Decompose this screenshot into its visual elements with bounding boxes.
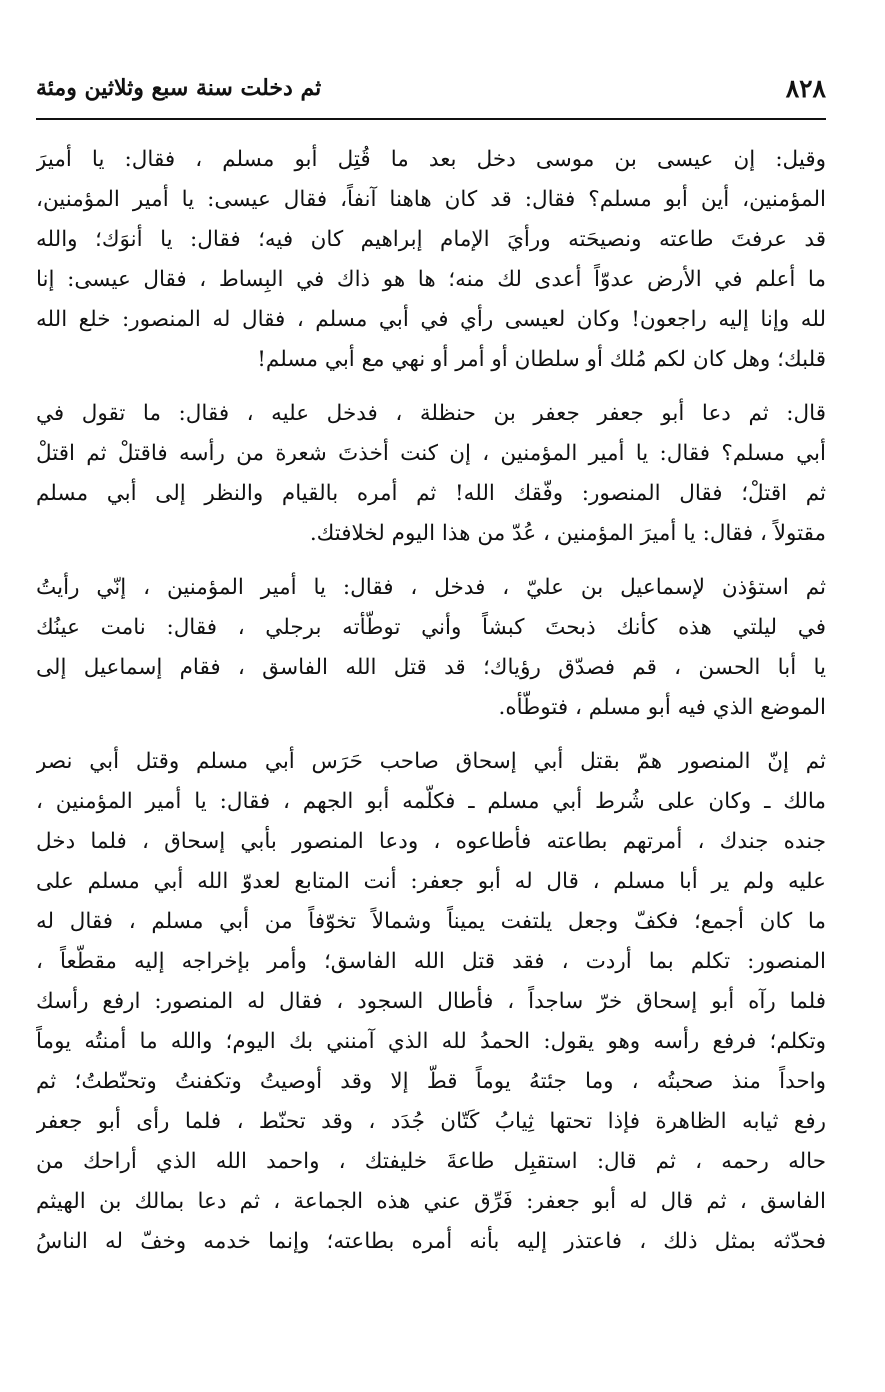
text-line: فلما رآه أبو إسحاق خرّ ساجداً ، فأطال السجود ، فقال له المنصور: ارفع رأسك — [36, 989, 826, 1014]
page-header — [36, 68, 826, 108]
text-line: قال: ثم دعا أبو جعفر جعفر بن حنظلة ، فدخل عليه ، فقال: ما تقول في — [36, 401, 826, 426]
running-title: ثم دخلت سنة سبع وثلاثين ومئة — [36, 75, 322, 101]
text-line: لله وإنا إليه راجعون! وكان لعيسى رأي في أبي مسلم ، فقال له المنصور: خلع الله — [36, 307, 826, 332]
text-line: رفع ثيابه الظاهرة فإذا تحتها ثِيابُ كَتّان جُدَد ، وقد تحنّط ، فلما رأى أبو جعفر — [36, 1109, 826, 1134]
text-line: قلبك؛ وهل كان لكم مُلك أو سلطان أو أمر أو نهي مع أبي مسلم! — [257, 347, 826, 372]
text-line: وقيل: إن عيسى بن موسى دخل بعد ما قُتِل أبو مسلم ، فقال: يا أميرَ — [36, 147, 826, 172]
header-rule — [36, 118, 826, 120]
text-line: المؤمنين، أين أبو مسلم؟ فقال: قد كان هاهنا آنفاً، فقال عيسى: يا أمير المؤمنين، — [36, 187, 826, 212]
text-line: الموضع الذي فيه أبو مسلم ، فتوطّأه. — [498, 695, 826, 720]
text-line: مقتولاً ، فقال: يا أميرَ المؤمنين ، عُدّ من هذا اليوم لخلافتك. — [309, 521, 826, 546]
text-line: مالك ـ وكان على شُرط أبي مسلم ـ فكلّمه أبو الجهم ، فقال: يا أمير المؤمنين ، — [36, 789, 826, 814]
text-line: فحدّثه بمثل ذلك ، فاعتذر إليه بأنه أمره بطاعته؛ وإنما خدمه وخفّ له الناسُ — [36, 1229, 826, 1254]
text-line: ثم استؤذن لإسماعيل بن عليّ ، فدخل ، فقال: يا أمير المؤمنين ، إنّي رأيتُ — [36, 575, 826, 600]
text-line: جنده جندك ، أمرتهم بطاعته فأطاعوه ، ودعا المنصور بأبي إسحاق ، فلما دخل — [36, 829, 826, 854]
text-line: واحداً منذ صحبتُه ، وما جئتهُ يوماً قطّ إلا وقد أوصيتُ وتكفنتُ وتحنّطتُ؛ ثم — [36, 1069, 826, 1094]
text-line: عليه ولم ير أبا مسلم ، قال له أبو جعفر: أنت المتابع لعدوّ الله أبي مسلم على — [36, 869, 826, 894]
text-line: ثم إنّ المنصور همّ بقتل أبي إسحاق صاحب حَرَس أبي مسلم وقتل أبي نصر — [36, 749, 826, 774]
text-line: أبي مسلم؟ فقال: يا أمير المؤمنين ، إن كنت أخذتَ شعرة من رأسه فاقتلْ ثم اقتلْ — [36, 441, 826, 466]
paragraph — [36, 140, 826, 380]
text-line: قد عرفتَ طاعته ونصيحَته ورأيَ الإمام إبراهيم كان فيه؛ فقال: يا أنوَك؛ والله — [36, 227, 826, 252]
paragraph — [36, 742, 826, 1262]
text-line: الفاسق ، ثم قال له أبو جعفر: فَرِّق عني هذه الجماعة ، ثم دعا بمالك بن الهيثم — [36, 1189, 826, 1214]
page-number: ٨٢٨ — [785, 73, 826, 103]
text-line: وتكلم؛ فرفع رأسه وهو يقول: الحمدُ لله الذي آمنني بك اليوم؛ والله ما أمنتُه يوماً — [36, 1029, 826, 1054]
text-line: حاله رحمه ، ثم قال: استقبِل طاعةَ خليفتك ، واحمد الله الذي أراحك من — [36, 1149, 826, 1174]
paragraph — [36, 568, 826, 728]
text-line: ما كان أجمع؛ فكفّ وجعل يلتفت يميناً وشمالاً تخوّفاً من أبي مسلم ، فقال له — [36, 909, 826, 934]
paragraph — [36, 394, 826, 554]
text-line: ثم اقتلْ؛ فقال المنصور: وفّقك الله! ثم أمره بالقيام والنظر إلى أبي مسلم — [36, 481, 826, 506]
text-line: يا أبا الحسن ، قم فصدّق رؤياك؛ قد قتل الله الفاسق ، فقام إسماعيل إلى — [36, 655, 826, 680]
page-body — [36, 140, 826, 1276]
text-line: ما أعلم في الأرض عدوّاً أعدى لك منه؛ ها هو ذاك في البِساط ، فقال عيسى: إنا — [36, 267, 826, 292]
text-line: المنصور: تكلم بما أردت ، فقد قتل الله الفاسق؛ وأمر بإخراجه إليه مقطّعاً ، — [36, 949, 826, 974]
text-line: في ليلتي هذه كأنك ذبحتَ كبشاً وأني توطّأته برجلي ، فقال: نامت عينُك — [36, 615, 826, 640]
